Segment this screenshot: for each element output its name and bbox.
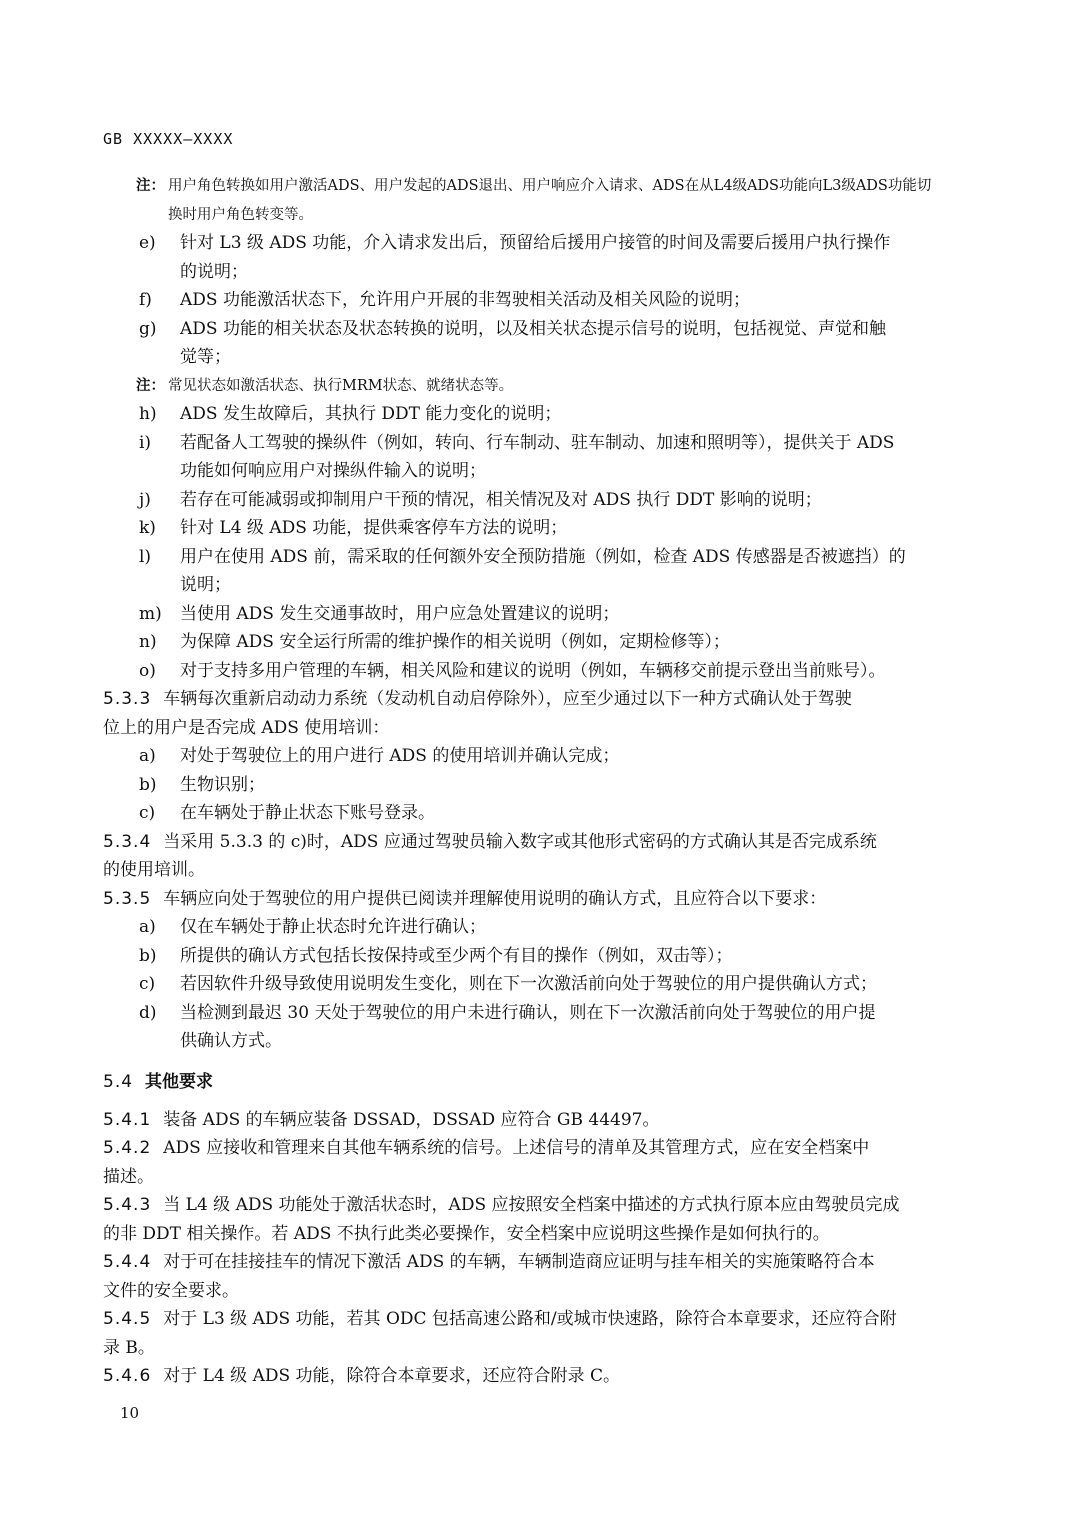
clause-text-continued: 位上的用户是否完成 ADS 使用培训： xyxy=(103,717,390,738)
list-item-text: ADS 发生故障后，其执行 DDT 能力变化的说明； xyxy=(180,404,562,424)
list-item-text-continued: 说明； xyxy=(180,575,231,595)
list-item-text: 用户在使用 ADS 前，需采取的任何额外安全预防措施（例如，检查 ADS 传感器是否被遮挡）的 xyxy=(180,546,906,567)
list-item-text: 若存在可能减弱或抑制用户干预的情况，相关情况及对 ADS 执行 DDT 影响的说明； xyxy=(180,489,822,510)
list-item-text-continued: 的说明； xyxy=(180,261,248,282)
list-item-a xyxy=(103,913,953,942)
clause-text: 车辆每次重新启动动力系统（发动机自动启停除外），应至少通过以下一种方式确认处于驾驶 xyxy=(163,689,852,709)
list-item-b xyxy=(103,771,953,800)
list-item-label: k) xyxy=(139,518,156,538)
clause-5-3-4 xyxy=(103,828,953,857)
page-body xyxy=(103,172,953,1391)
list-item-text: 若因软件升级导致使用说明发生变化，则在下一次激活前向处于驾驶位的用户提供确认方式； xyxy=(180,974,877,994)
list-item-e xyxy=(103,229,953,258)
note xyxy=(103,172,953,201)
clause-5-4-1 xyxy=(103,1106,953,1135)
clause-number: 5.4.5 xyxy=(103,1309,152,1329)
clause-number: 5.4.2 xyxy=(103,1138,152,1158)
list-item-text: 当检测到最迟 30 天处于驾驶位的用户未进行确认，则在下一次激活前向处于驾驶位的用户提 xyxy=(180,1002,876,1023)
list-item-label: m) xyxy=(139,603,162,624)
clause-5-3-5 xyxy=(103,885,953,914)
list-item-a xyxy=(103,742,953,771)
list-item-i xyxy=(103,429,953,458)
clause-text: 当 L4 级 ADS 功能处于激活状态时，ADS 应按照安全档案中描述的方式执行原本应由驾驶员完成 xyxy=(163,1195,900,1215)
note-text: 常见状态如激活状态、执行MRM状态、就绪状态等。 xyxy=(168,377,514,394)
section-heading-5-4 xyxy=(103,1066,953,1098)
list-item-text: ADS 功能激活状态下，允许用户开展的非驾驶相关活动及相关风险的说明； xyxy=(180,290,750,310)
list-item-text: ADS 功能的相关状态及状态转换的说明，以及相关状态提示信号的说明，包括视觉、声觉和触 xyxy=(180,318,886,339)
list-item-text: 生物识别； xyxy=(180,774,265,795)
list-item-b xyxy=(103,942,953,971)
clause-text-continued: 的非 DDT 相关操作。若 ADS 不执行此类必要操作，安全档案中应说明这些操作是如何执行的。 xyxy=(103,1223,830,1244)
note-text: 用户角色转换如用户激活ADS、用户发起的ADS退出、用户响应介入请求、ADS在从L4级ADS功能向L3级ADS功能切 xyxy=(168,178,932,194)
page-number: 10 xyxy=(120,1404,140,1422)
document-code: GB XXXXX—XXXX xyxy=(103,130,234,148)
clause-text-continued: 录 B。 xyxy=(103,1337,155,1358)
list-item-c xyxy=(103,970,953,999)
clause-number: 5.4.1 xyxy=(103,1109,152,1130)
note-label: 注： xyxy=(136,177,165,194)
list-item-label: a) xyxy=(139,746,156,766)
list-item-label: f) xyxy=(139,290,152,310)
list-item-m xyxy=(103,600,953,629)
list-item-label: g) xyxy=(139,318,157,339)
clause-number: 5.4.4 xyxy=(103,1252,152,1272)
clause-text: 对于 L3 级 ADS 功能，若其 ODC 包括高速公路和/或城市快速路，除符合本章要求，还应符合附 xyxy=(163,1309,897,1329)
list-item-c xyxy=(103,799,953,828)
clause-number: 5.3.5 xyxy=(103,888,152,909)
list-item-j xyxy=(103,486,953,515)
clause-5-4-6 xyxy=(103,1362,953,1391)
list-item-text: 针对 L4 级 ADS 功能，提供乘客停车方法的说明； xyxy=(180,518,568,538)
list-item-l xyxy=(103,543,953,572)
list-item-text-continued: 供确认方式。 xyxy=(180,1031,282,1051)
section-title: 其他要求 xyxy=(145,1071,214,1092)
clause-number: 5.3.4 xyxy=(103,831,152,852)
list-item-text: 为保障 ADS 安全运行所需的维护操作的相关说明（例如，定期检修等）； xyxy=(180,632,730,652)
list-item-label: b) xyxy=(139,774,157,795)
clause-text: 装备 ADS 的车辆应装备 DSSAD，DSSAD 应符合 GB 44497。 xyxy=(163,1109,660,1130)
list-item-text: 所提供的确认方式包括长按保持或至少两个有目的操作（例如，双击等）； xyxy=(180,945,733,966)
list-item-label: i) xyxy=(139,432,152,453)
clause-5-4-5 xyxy=(103,1305,953,1334)
list-item-text: 若配备人工驾驶的操纵件（例如，转向、行车制动、驻车制动、加速和照明等），提供关于 ADS xyxy=(180,432,895,453)
section-number: 5.4 xyxy=(103,1071,134,1092)
list-item-label: o) xyxy=(139,660,156,681)
list-item-text: 对于支持多用户管理的车辆，相关风险和建议的说明（例如，车辆移交前提示登出当前账号）。 xyxy=(180,660,886,681)
list-item-d xyxy=(103,999,953,1028)
clause-text: 当采用 5.3.3 的 c)时，ADS 应通过驾驶员输入数字或其他形式密码的方式确认其是否完成系统 xyxy=(163,831,877,852)
list-item-text: 在车辆处于静止状态下账号登录。 xyxy=(180,803,435,823)
list-item-label: h) xyxy=(139,404,157,424)
note-text-continued: 换时用户角色转变等。 xyxy=(168,206,313,223)
clause-text-continued: 的使用培训。 xyxy=(103,860,205,880)
clause-text: 对于可在挂接挂车的情况下激活 ADS 的车辆，车辆制造商应证明与挂车相关的实施策略符合本 xyxy=(163,1252,875,1272)
clause-number: 5.4.6 xyxy=(103,1366,152,1386)
clause-5-3-3 xyxy=(103,685,953,714)
list-item-text: 当使用 ADS 发生交通事故时，用户应急处置建议的说明； xyxy=(180,603,620,624)
list-item-f xyxy=(103,286,953,315)
clause-number: 5.3.3 xyxy=(103,689,152,709)
clause-number: 5.4.3 xyxy=(103,1195,152,1215)
note-label: 注： xyxy=(136,376,165,394)
clause-5-4-2 xyxy=(103,1134,953,1163)
list-item-o xyxy=(103,657,953,686)
list-item-label: e) xyxy=(139,233,156,253)
clause-text-continued: 文件的安全要求。 xyxy=(103,1280,239,1301)
list-item-label: c) xyxy=(139,803,156,823)
clause-text: ADS 应接收和管理来自其他车辆系统的信号。上述信号的清单及其管理方式，应在安全档案中 xyxy=(163,1138,870,1158)
list-item-text: 仅在车辆处于静止状态时允许进行确认； xyxy=(180,917,486,937)
list-item-text-continued: 功能如何响应用户对操纵件输入的说明； xyxy=(180,461,486,481)
note xyxy=(103,372,953,401)
list-item-label: c) xyxy=(139,974,156,994)
list-item-text: 针对 L3 级 ADS 功能，介入请求发出后，预留给后援用户接管的时间及需要后援用户执行操作 xyxy=(180,233,891,253)
list-item-g xyxy=(103,315,953,344)
clause-text: 对于 L4 级 ADS 功能，除符合本章要求，还应符合附录 C。 xyxy=(163,1366,620,1386)
list-item-n xyxy=(103,628,953,657)
list-item-text: 对处于驾驶位上的用户进行 ADS 的使用培训并确认完成； xyxy=(180,746,620,766)
list-item-label: l) xyxy=(139,546,152,567)
list-item-label: a) xyxy=(139,917,156,937)
list-item-label: b) xyxy=(139,945,157,966)
list-item-h xyxy=(103,400,953,429)
list-item-k xyxy=(103,514,953,543)
list-item-label: j) xyxy=(139,489,151,510)
clause-5-4-3 xyxy=(103,1191,953,1220)
clause-5-4-4 xyxy=(103,1248,953,1277)
list-item-text-continued: 觉等； xyxy=(180,347,231,367)
list-item-label: n) xyxy=(139,632,157,652)
clause-text: 车辆应向处于驾驶位的用户提供已阅读并理解使用说明的确认方式，且应符合以下要求： xyxy=(163,888,827,909)
list-item-label: d) xyxy=(139,1002,157,1023)
clause-text-continued: 描述。 xyxy=(103,1166,154,1187)
